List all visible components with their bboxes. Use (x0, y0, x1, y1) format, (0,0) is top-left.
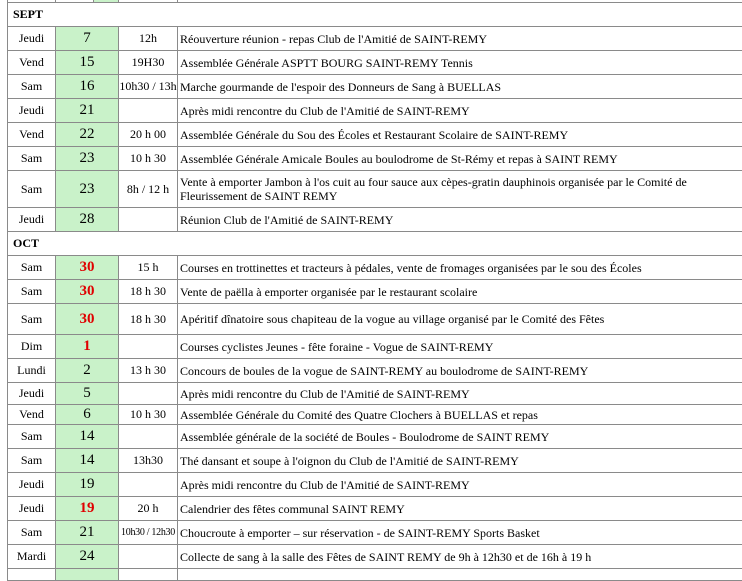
event-time (119, 425, 178, 449)
event-time: 18 h 30 (119, 280, 178, 304)
table-row (8, 545, 742, 569)
event-time: 15 h (119, 256, 178, 280)
day-number: 14 (56, 425, 119, 449)
table-row (8, 304, 742, 335)
event-time: 10 h 30 (119, 147, 178, 171)
cell-blank (119, 569, 178, 581)
day-of-week: Jeudi (8, 383, 56, 405)
event-description: Calendrier des fêtes communal SAINT REMY (178, 497, 742, 521)
event-time: 13h30 (119, 449, 178, 473)
event-description: Collecte de sang à la salle des Fêtes de SAINT REMY de 9h à 12h30 et de 16h à 19 h (178, 545, 742, 569)
event-time (119, 335, 178, 359)
day-number: 2 (56, 359, 119, 383)
table-row (8, 208, 742, 232)
month-label: SEPT (8, 3, 94, 27)
day-number: 7 (56, 27, 119, 51)
day-of-week: Jeudi (8, 208, 56, 232)
day-number: 5 (56, 383, 119, 405)
day-number: 6 (56, 405, 119, 425)
day-number: 23 (56, 147, 119, 171)
day-number-highlighted: 1 (56, 335, 119, 359)
table-row (8, 51, 742, 75)
month-row-filler (94, 3, 742, 27)
table-row (8, 256, 742, 280)
event-time (119, 208, 178, 232)
day-number: 21 (56, 99, 119, 123)
event-description: Choucroute à emporter – sur réservation - de SAINT-REMY Sports Basket (178, 521, 742, 545)
day-number-highlighted: 30 (56, 256, 119, 280)
month-row-filler (94, 232, 742, 256)
event-description: Assemblée générale de la société de Boules - Boulodrome de SAINT REMY (178, 425, 742, 449)
month-row-oct (8, 232, 742, 256)
event-description: Assemblée Générale du Sou des Écoles et Restaurant Scolaire de SAINT-REMY (178, 123, 742, 147)
day-of-week: Jeudi (8, 497, 56, 521)
table-row (8, 449, 742, 473)
day-of-week: Vend (8, 51, 56, 75)
table-row (8, 473, 742, 497)
event-time: 8h / 12 h (119, 171, 178, 208)
event-description: Assemblée Générale Amicale Boules au boulodrome de St-Rémy et repas à SAINT REMY (178, 147, 742, 171)
day-number: 28 (56, 208, 119, 232)
event-time: 20 h (119, 497, 178, 521)
day-of-week: Sam (8, 521, 56, 545)
event-description: Réunion Club de l'Amitié de SAINT-REMY (178, 208, 742, 232)
table-row (8, 280, 742, 304)
table-row (8, 425, 742, 449)
day-number-highlighted: 30 (56, 304, 119, 335)
day-of-week: Jeudi (8, 27, 56, 51)
day-number: 24 (56, 545, 119, 569)
day-of-week: Vend (8, 405, 56, 425)
event-time: 18 h 30 (119, 304, 178, 335)
day-number: 21 (56, 521, 119, 545)
event-description: Apéritif dînatoire sous chapiteau de la vogue au village organisé par le Comité des Fêtes (178, 304, 742, 335)
day-number: 22 (56, 123, 119, 147)
event-time: 10 h 30 (119, 405, 178, 425)
event-time: 10h30 / 12h30 (119, 521, 178, 545)
table-row (8, 75, 742, 99)
event-description: Réouverture réunion - repas Club de l'Amitié de SAINT-REMY (178, 27, 742, 51)
event-description: Vente de paëlla à emporter organisée par le restaurant scolaire (178, 280, 742, 304)
event-description: Assemblée Générale ASPTT BOURG SAINT-REMY Tennis (178, 51, 742, 75)
events-calendar-table (7, 0, 742, 581)
day-number: 14 (56, 449, 119, 473)
table-row (8, 123, 742, 147)
day-number: 19 (56, 473, 119, 497)
cell-blank (8, 569, 56, 581)
day-of-week: Sam (8, 449, 56, 473)
table-row (8, 521, 742, 545)
table-row-partial-bottom (8, 569, 742, 581)
day-of-week: Vend (8, 123, 56, 147)
table-row (8, 27, 742, 51)
day-of-week: Sam (8, 171, 56, 208)
table-row (8, 171, 742, 208)
day-of-week: Mardi (8, 545, 56, 569)
event-description: Après midi rencontre du Club de l'Amitié de SAINT-REMY (178, 383, 742, 405)
event-description: Après midi rencontre du Club de l'Amitié de SAINT-REMY (178, 99, 742, 123)
table-row (8, 335, 742, 359)
day-number: 23 (56, 171, 119, 208)
day-of-week: Lundi (8, 359, 56, 383)
day-of-week: Sam (8, 147, 56, 171)
table-row (8, 497, 742, 521)
day-of-week: Jeudi (8, 99, 56, 123)
table-row (8, 405, 742, 425)
day-of-week: Sam (8, 256, 56, 280)
event-time (119, 99, 178, 123)
event-time (119, 545, 178, 569)
table-row (8, 359, 742, 383)
event-description: Courses en trottinettes et tracteurs à pédales, vente de fromages organisées par le sou des Écoles (178, 256, 742, 280)
day-number: 15 (56, 51, 119, 75)
event-time: 12h (119, 27, 178, 51)
day-of-week: Jeudi (8, 473, 56, 497)
event-description: Après midi rencontre du Club de l'Amitié de SAINT-REMY (178, 473, 742, 497)
event-description: Assemblée Générale du Comité des Quatre Clochers à BUELLAS et repas (178, 405, 742, 425)
table-row (8, 147, 742, 171)
day-number-highlighted: 30 (56, 280, 119, 304)
event-time (119, 473, 178, 497)
month-label: OCT (8, 232, 94, 256)
cell-blank (178, 569, 742, 581)
cell-day-blank (56, 569, 119, 581)
day-of-week: Sam (8, 304, 56, 335)
day-of-week: Dim (8, 335, 56, 359)
table-row (8, 99, 742, 123)
month-row-sept (8, 3, 742, 27)
event-description: Concours de boules de la vogue de SAINT-REMY au boulodrome de SAINT-REMY (178, 359, 742, 383)
day-of-week: Sam (8, 280, 56, 304)
day-number: 16 (56, 75, 119, 99)
event-description: Vente à emporter Jambon à l'os cuit au four sauce aux cèpes-gratin dauphinois organisée par le Comité de Fleurissement de SAINT REMY (178, 171, 742, 208)
day-of-week: Sam (8, 75, 56, 99)
event-time: 19H30 (119, 51, 178, 75)
event-description: Thé dansant et soupe à l'oignon du Club de l'Amitié de SAINT-REMY (178, 449, 742, 473)
day-of-week: Sam (8, 425, 56, 449)
day-number-highlighted: 19 (56, 497, 119, 521)
table-row (8, 383, 742, 405)
event-description: Marche gourmande de l'espoir des Donneurs de Sang à BUELLAS (178, 75, 742, 99)
event-time: 13 h 30 (119, 359, 178, 383)
event-time: 10h30 / 13h (119, 75, 178, 99)
event-time: 20 h 00 (119, 123, 178, 147)
event-description: Courses cyclistes Jeunes - fête foraine - Vogue de SAINT-REMY (178, 335, 742, 359)
event-time (119, 383, 178, 405)
